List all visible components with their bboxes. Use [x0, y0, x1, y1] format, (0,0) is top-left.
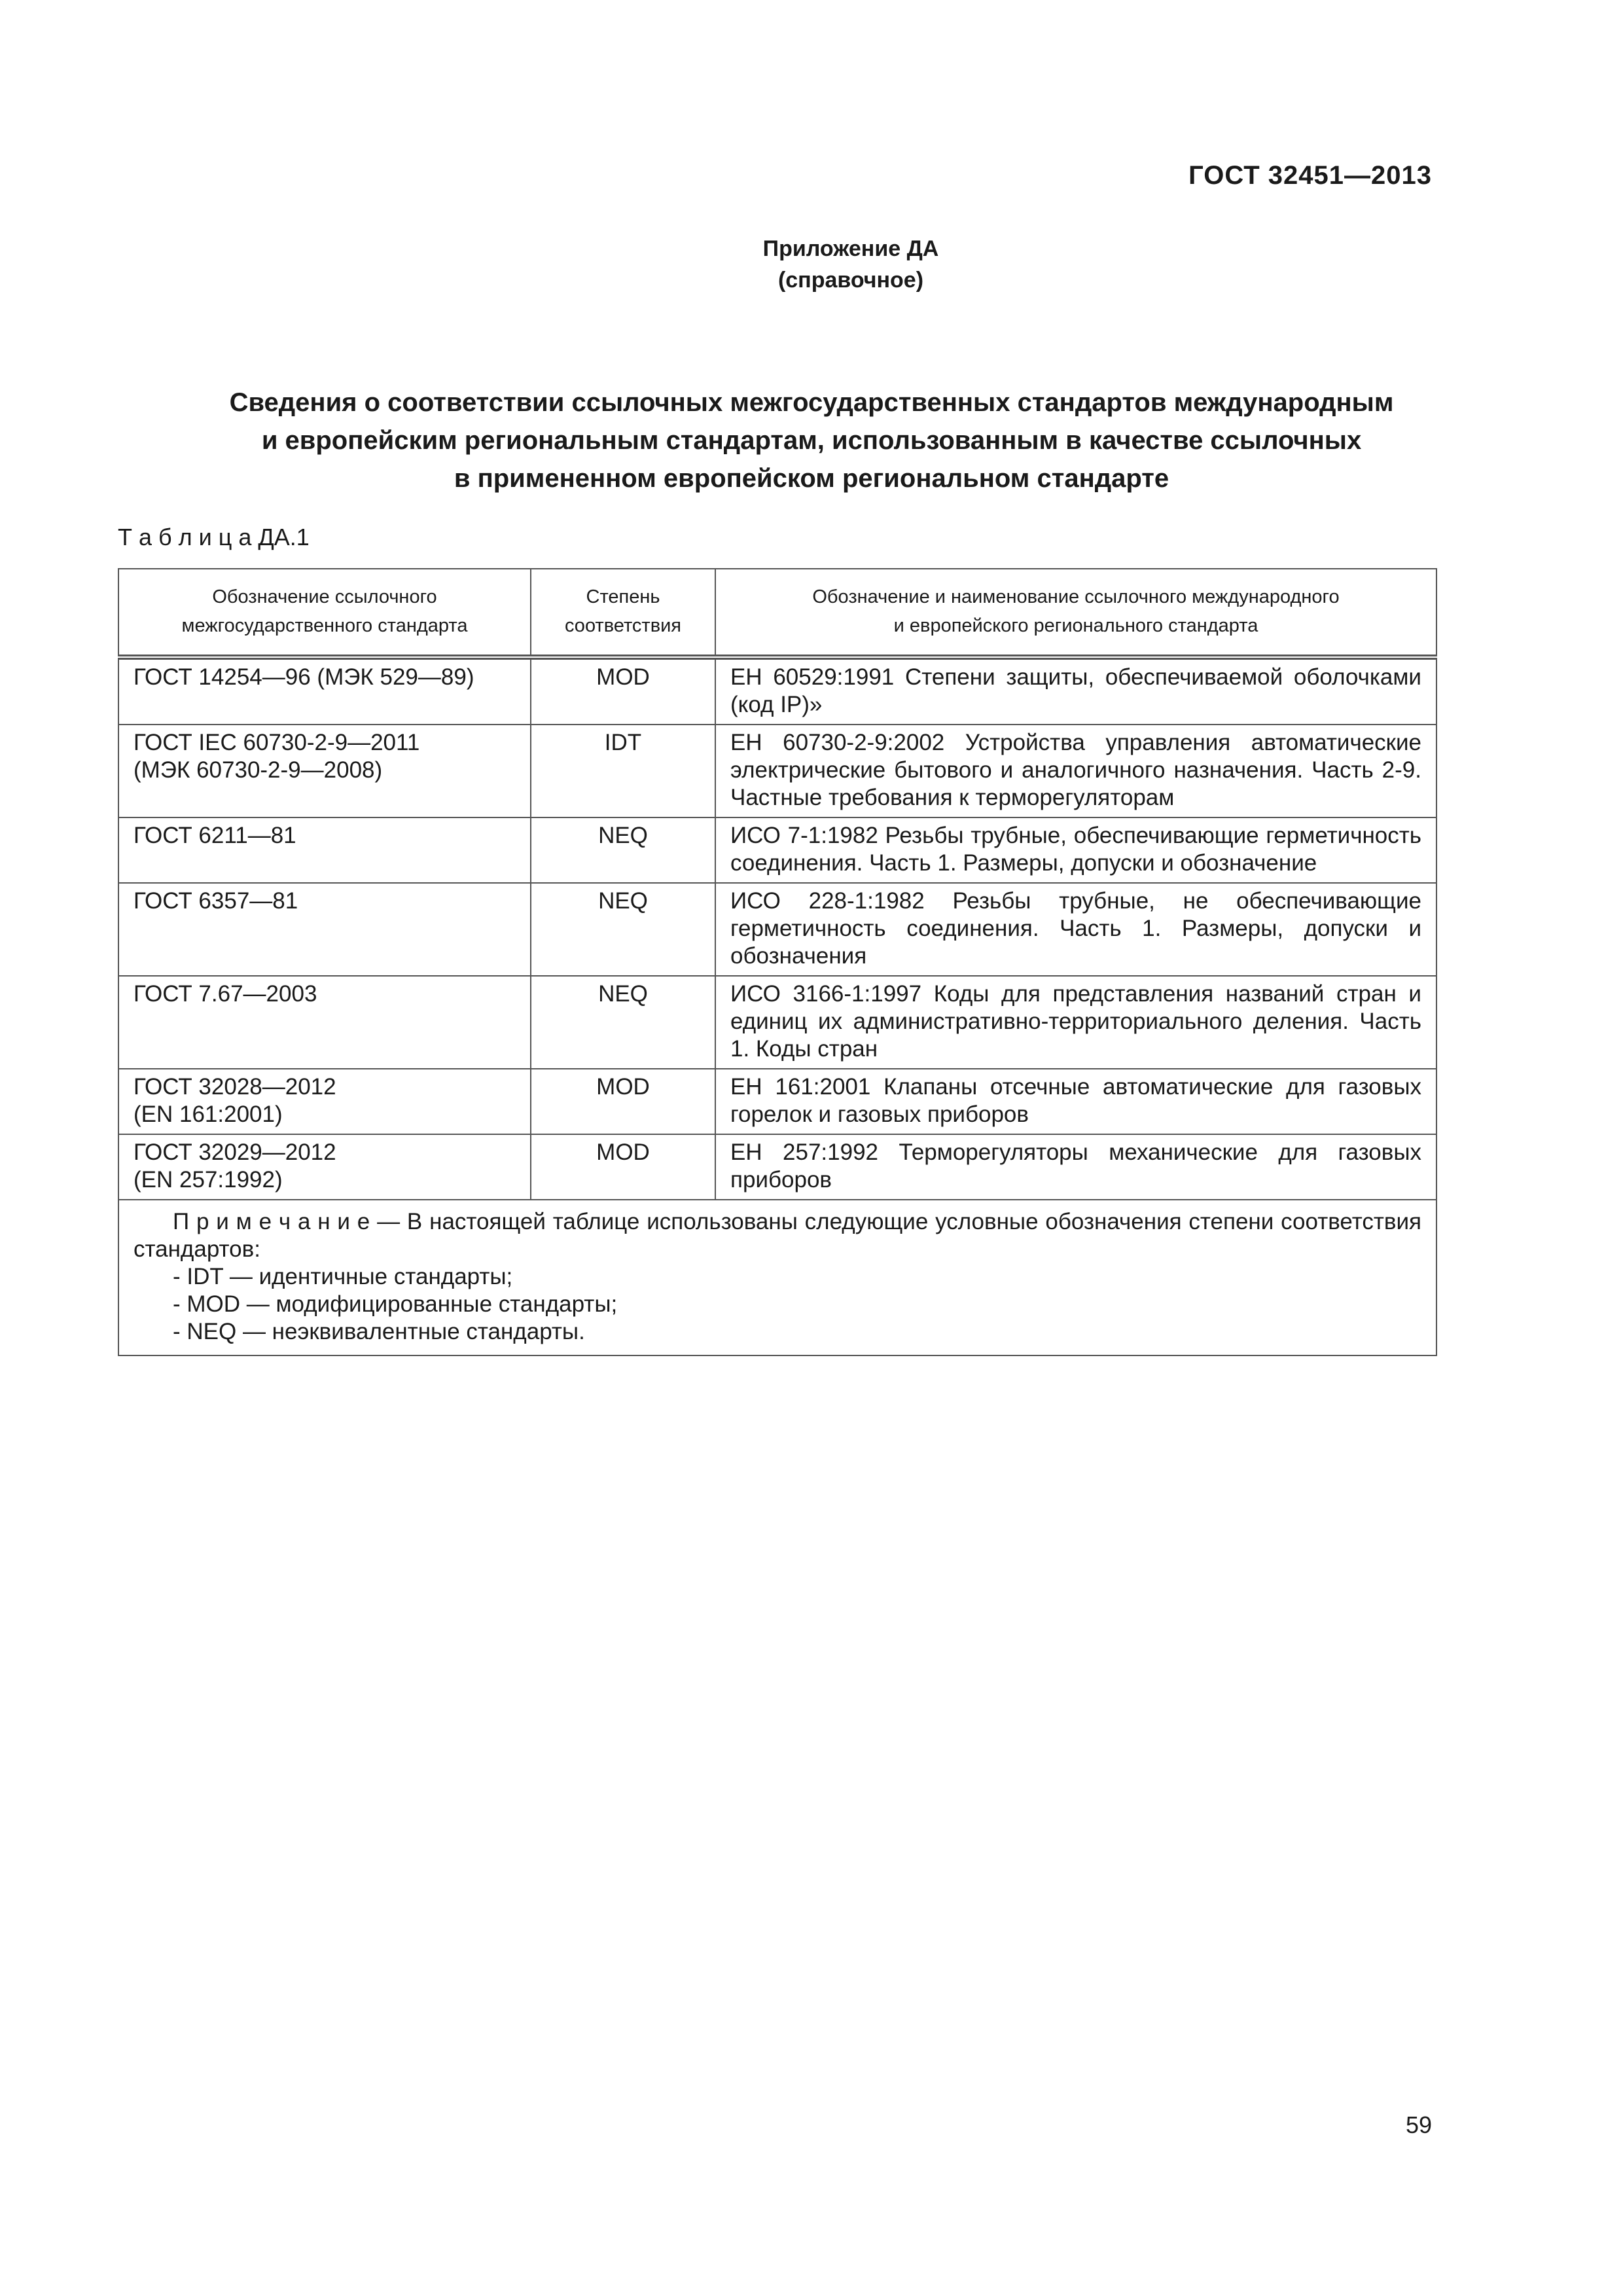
header-text: Степень — [586, 586, 660, 607]
header-text: Обозначение ссылочного — [212, 586, 437, 607]
page-number: 59 — [1405, 2111, 1432, 2138]
table-row — [118, 1134, 1436, 1200]
note-label: П р и м е ч а н и е — [173, 1209, 370, 1234]
appendix-title: Приложение ДА — [762, 236, 939, 261]
header-text: соответствия — [564, 615, 682, 636]
cell-standard — [118, 883, 531, 976]
table-row — [118, 725, 1436, 817]
appendix-title-block — [0, 233, 1623, 296]
cell-standard — [118, 1134, 531, 1200]
note-item: - MOD — модифицированные стандарты; — [173, 1291, 1421, 1318]
cell-text: (EN 161:2001) — [134, 1102, 283, 1127]
table-row — [118, 1069, 1436, 1134]
cell-degree: NEQ — [531, 883, 715, 976]
cell-text: ГОСТ 6211—81 — [134, 823, 296, 848]
cell-text: (МЭК 60730-2-9—2008) — [134, 757, 383, 783]
header-text: и европейского регионального стандарта — [893, 615, 1258, 636]
cell-standard — [118, 725, 531, 817]
cell-description: ИСО 3166-1:1997 Коды для представления названий стран и единиц их административно-территориального деления. Часть 1. Коды стран — [715, 976, 1436, 1069]
cell-degree: MOD — [531, 657, 715, 725]
table-row — [118, 883, 1436, 976]
cell-degree: MOD — [531, 1069, 715, 1134]
note-text: — В настоящей таблице использованы следующие условные обозначения степени соответствия стандартов: — [134, 1209, 1421, 1262]
header-interstate-standard — [118, 569, 531, 657]
cell-description: ИСО 7-1:1982 Резьбы трубные, обеспечивающие герметичность соединения. Часть 1. Размеры, допуски и обозначение — [715, 817, 1436, 883]
cell-description: ЕН 257:1992 Терморегуляторы механические для газовых приборов — [715, 1134, 1436, 1200]
cell-degree: NEQ — [531, 976, 715, 1069]
heading-line: Сведения о соответствии ссылочных межгосударственных стандартов международным — [229, 388, 1394, 417]
note-paragraph — [134, 1208, 1421, 1263]
document-code: ГОСТ 32451—2013 — [1188, 161, 1432, 190]
heading-line: в примененном европейском региональном стандарте — [454, 464, 1169, 493]
cell-degree: NEQ — [531, 817, 715, 883]
cell-text: ГОСТ 32028—2012 — [134, 1074, 336, 1100]
heading-line: и европейским региональным стандартам, использованным в качестве ссылочных — [261, 426, 1362, 455]
cell-standard — [118, 1069, 531, 1134]
table-caption: Т а б л и ц а ДА.1 — [118, 524, 310, 550]
correspondence-table — [118, 568, 1437, 1356]
cell-description: ЕН 60529:1991 Степени защиты, обеспечиваемой оболочками (код IP)» — [715, 657, 1436, 725]
cell-text: ГОСТ 6357—81 — [134, 888, 298, 914]
table-row — [118, 976, 1436, 1069]
cell-text: (EN 257:1992) — [134, 1167, 283, 1193]
table-note — [118, 1200, 1436, 1355]
cell-text: ГОСТ 32029—2012 — [134, 1139, 336, 1165]
header-text: межгосударственного стандарта — [181, 615, 468, 636]
cell-description: ЕН 60730-2-9:2002 Устройства управления автоматические электрические бытового и аналогичного назначения. Часть 2-9. Частные требования к терморегуляторам — [715, 725, 1436, 817]
table-row — [118, 817, 1436, 883]
correspondence-table-wrapper — [118, 568, 1436, 1356]
header-degree — [531, 569, 715, 657]
cell-description: ЕН 161:2001 Клапаны отсечные автоматические для газовых горелок и газовых приборов — [715, 1069, 1436, 1134]
cell-text: ГОСТ 14254—96 (МЭК 529—89) — [134, 664, 474, 690]
cell-text: ГОСТ IEC 60730-2-9—2011 — [134, 730, 420, 755]
cell-standard — [118, 976, 531, 1069]
appendix-subtitle: (справочное) — [777, 268, 924, 293]
header-text: Обозначение и наименование ссылочного международного — [812, 586, 1340, 607]
table-header-row — [118, 569, 1436, 657]
cell-standard — [118, 657, 531, 725]
cell-degree: IDT — [531, 725, 715, 817]
cell-standard — [118, 817, 531, 883]
cell-description: ИСО 228-1:1982 Резьбы трубные, не обеспечивающие герметичность соединения. Часть 1. Размеры, допуски и обозначения — [715, 883, 1436, 976]
note-item: - NEQ — неэквивалентные стандарты. — [173, 1318, 1421, 1346]
cell-degree: MOD — [531, 1134, 715, 1200]
section-heading — [118, 384, 1505, 497]
table-note-row — [118, 1200, 1436, 1355]
header-international-standard — [715, 569, 1436, 657]
note-list — [134, 1263, 1421, 1346]
cell-text: ГОСТ 7.67—2003 — [134, 981, 317, 1007]
table-row — [118, 657, 1436, 725]
note-item: - IDT — идентичные стандарты; — [173, 1263, 1421, 1291]
